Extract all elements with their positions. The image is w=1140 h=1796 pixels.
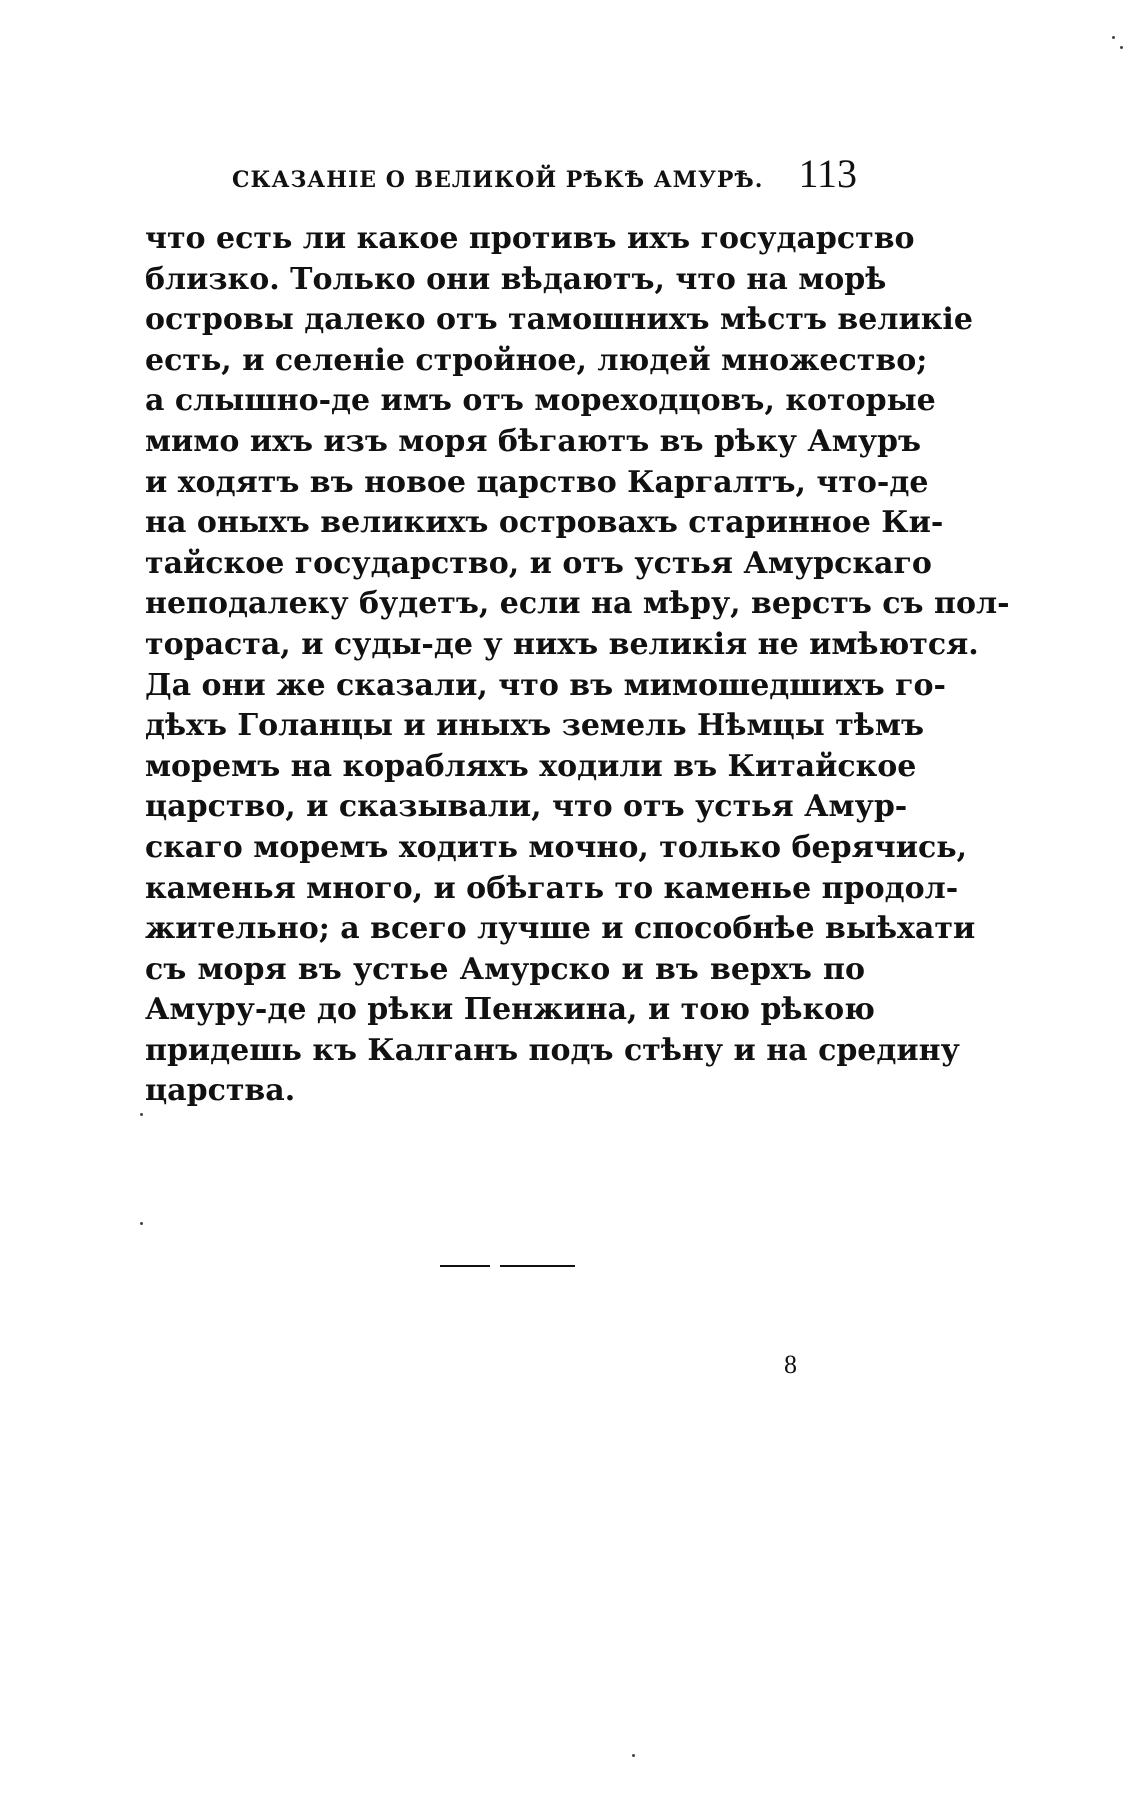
text-line: на оныхъ великихъ островахъ старинное Ки- — [145, 505, 944, 541]
scan-speck — [632, 1754, 635, 1757]
scan-speck — [140, 1113, 143, 1116]
text-line: и ходятъ въ новое царство Каргалтъ, что-де — [145, 464, 929, 500]
text-line: Да они же сказали, что въ мимошедшихъ го- — [145, 667, 946, 703]
text-line: жительно; а всего лучше и способнѣе выѣхати — [145, 911, 976, 947]
running-title: СКАЗАНІЕ О ВЕЛИКОЙ РѢКѢ АМУРѢ. — [232, 167, 764, 193]
text-line: съ моря въ устье Амурско и въ верхъ по — [145, 951, 865, 987]
scan-speck — [1112, 36, 1115, 39]
text-line: придешь къ Калганъ подъ стѣну и на средину — [145, 1032, 960, 1068]
section-end-rule — [440, 1265, 575, 1267]
text-line: тораста, и суды-де у нихъ великія не имѣются. — [145, 626, 979, 662]
page-number: 113 — [798, 151, 857, 196]
signature-mark: 8 — [784, 1350, 797, 1379]
text-line: скаго моремъ ходить мочно, только берячись, — [145, 829, 968, 865]
text-line: мимо ихъ изъ моря бѣгаютъ въ рѣку Амуръ — [145, 423, 922, 459]
text-line: есть, и селеніе стройное, людей множество; — [145, 342, 928, 378]
body-text — [145, 219, 1010, 1112]
text-line: а слышно-де имъ отъ мореходцовъ, которые — [145, 383, 936, 419]
text-line-last: царства. — [145, 1073, 296, 1109]
text-line: неподалеку будетъ, если на мѣру, верстъ съ пол- — [145, 586, 1010, 622]
rule-segment — [500, 1265, 575, 1267]
text-line: царство, и сказывали, что отъ устья Амур- — [145, 789, 908, 825]
text-line: каменья много, и обѣгать то каменье продол- — [145, 870, 959, 906]
scan-speck — [1120, 46, 1123, 49]
text-line: островы далеко отъ тамошнихъ мѣстъ великіе — [145, 302, 973, 338]
text-line: тайское государство, и отъ устья Амурскаго — [145, 545, 932, 581]
scan-speck — [140, 1222, 143, 1225]
text-line: близко. Только они вѣдаютъ, что на морѣ — [145, 261, 887, 297]
text-line: моремъ на корабляхъ ходили въ Китайское — [145, 748, 917, 784]
text-line: дѣхъ Голанцы и иныхъ земель Нѣмцы тѣмъ — [145, 708, 924, 744]
text-line: что есть ли какое противъ ихъ государство — [145, 221, 915, 256]
running-head — [232, 150, 857, 200]
text-line: Амуру-де до рѣки Пенжина, и тою рѣкою — [145, 992, 875, 1028]
rule-segment — [440, 1265, 490, 1267]
